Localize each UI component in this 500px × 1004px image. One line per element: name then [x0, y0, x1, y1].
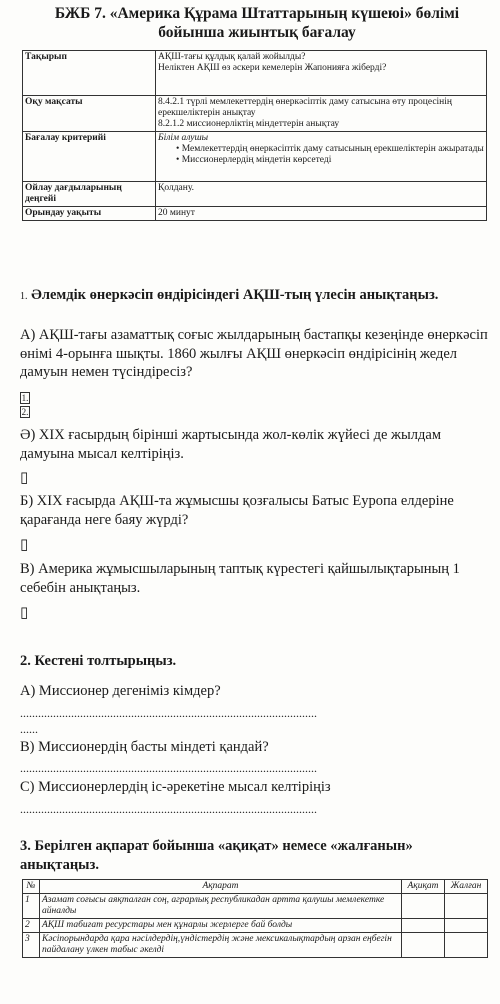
topic-label: Тақырып	[23, 51, 156, 96]
true-cell[interactable]	[402, 919, 445, 933]
goal-line-1: 8.4.2.1 түрлі мемлекеттердің өнеркәсіптік даму сатысына өту процесінің ерекшеліктерін анықтау	[158, 97, 452, 118]
q1-heading-text: Әлемдік өнеркәсіп өндірісіндегі АҚШ-тың үлесін анықтаңыз.	[31, 287, 439, 303]
q1-number: 1.	[20, 291, 28, 302]
goal-line-2: 8.2.1.2 миссионерліктің міндеттерін анықтау	[158, 119, 340, 129]
info-row-criteria	[23, 132, 487, 182]
time-value: 20 минут	[156, 207, 487, 221]
q2-c-answer-line[interactable]: ...................................................................................................	[20, 802, 317, 816]
criteria-item-1: • Мемлекеттердің өнеркәсіптік даму сатысының ерекшеліктерін ажыратады	[176, 144, 484, 154]
time-label: Орындау уақыты	[23, 207, 156, 221]
page-title: БЖБ 7. «Америка Құрама Штаттарының күшеюі» бөлімі бойынша жиынтық бағалау	[54, 5, 460, 41]
false-cell[interactable]	[445, 894, 488, 919]
criteria-value	[156, 132, 487, 182]
table-row	[23, 919, 488, 933]
q1-part-b: Ә) XIX ғасырдың бірінші жартысында жол-көлік жүйесі де жылдам дамуына мысал келтіріңіз.	[20, 427, 442, 462]
topic-value	[156, 51, 487, 96]
topic-line-1: АҚШ-тағы құлдық қалай жойылды?	[158, 52, 306, 62]
q2-part-b: В) Миссионердің басты міндеті қандай?	[20, 739, 269, 755]
q1-c-answer-box[interactable]: ▯	[20, 535, 29, 553]
false-cell[interactable]	[445, 919, 488, 933]
info-row-time	[23, 207, 487, 221]
level-value: Қолдану.	[156, 182, 487, 207]
q2-part-c: С) Миссионерлердің іс-әрекетіне мысал келтіріңіз	[20, 779, 331, 795]
q3-heading-text: 3. Берілген ақпарат бойынша «ақиқат» немесе «жалғанын» анықтаңыз.	[20, 838, 413, 873]
q2-b-answer-line[interactable]: ...................................................................................................	[20, 761, 317, 775]
q1-part-a: А) АҚШ-тағы азаматтық соғыс жылдарының бастапқы кезеңінде өнеркәсіп өнімі 4-орынға шықты. 1860 жылғы АҚШ өнеркәсіп өндірісінің жедел дамуын немен түсіндіресіз?	[20, 327, 488, 380]
criteria-item-2: • Миссионерлердің міндетін көрсетеді	[176, 155, 332, 165]
topic-line-2: Неліктен АҚШ өз әскери кемелерін Жапонияға жіберді?	[158, 63, 387, 73]
col-number: №	[23, 880, 40, 894]
level-label: Ойлау дағдыларының деңгейі	[23, 182, 156, 207]
q1-d-answer-box[interactable]: ▯	[20, 603, 29, 621]
q2-a-answer-line-2[interactable]: ......	[20, 722, 38, 736]
table-row	[23, 933, 488, 958]
col-true: Ақиқат	[402, 880, 445, 894]
answer-box-1[interactable]: 1.	[21, 393, 29, 403]
q1-b-answer-box[interactable]: ▯	[20, 468, 29, 486]
goal-value	[156, 96, 487, 132]
q2-heading-text: 2. Кестені толтырыңыз.	[20, 653, 177, 669]
truth-table-header	[23, 880, 488, 894]
col-false: Жалған	[445, 880, 488, 894]
info-row-level	[23, 182, 487, 207]
row-number: 2	[23, 919, 40, 933]
q1-a-answer-boxes	[20, 390, 488, 418]
info-table	[22, 50, 487, 221]
row-text: Кәсіпорындарда қара нәсілдердің,үндістердің және мексикалықтардың арзан еңбегін пайдалану үлкен табыс әкелді	[40, 933, 402, 958]
truth-table	[22, 879, 488, 958]
criteria-label: Бағалау критерийі	[23, 132, 156, 182]
true-cell[interactable]	[402, 894, 445, 919]
q2-heading	[20, 652, 488, 671]
q1-heading	[20, 286, 488, 307]
info-row-topic	[23, 51, 487, 96]
q2-part-a: А) Миссионер дегеніміз кімдер?	[20, 683, 221, 699]
q1-part-c: Б) XIX ғасырда АҚШ-та жұмысшы қозғалысы Батыс Еуропа елдеріне қарағанда неге баяу жүрді?	[20, 493, 454, 528]
false-cell[interactable]	[445, 933, 488, 958]
criteria-head: Білім алушы	[158, 133, 209, 143]
row-number: 1	[23, 894, 40, 919]
col-info: Ақпарат	[40, 880, 402, 894]
table-row	[23, 894, 488, 919]
row-number: 3	[23, 933, 40, 958]
answer-box-2[interactable]: 2.	[21, 407, 29, 417]
true-cell[interactable]	[402, 933, 445, 958]
row-text: Азамат соғысы аяқталған соң, аграрлық республикадан артта қалушы мемлекетке айналды	[40, 894, 402, 919]
q2-a-answer-line[interactable]: ...................................................................................................	[20, 706, 317, 720]
info-row-goal	[23, 96, 487, 132]
q3-heading	[20, 837, 488, 874]
goal-label: Оқу мақсаты	[23, 96, 156, 132]
q1-part-d: В) Америка жұмысшыларының таптық күрестегі қайшылықтарының 1 себебін анықтаңыз.	[20, 561, 460, 596]
row-text: АҚШ табиғат ресурстары мен құнарлы жерлерге бай болды	[40, 919, 402, 933]
